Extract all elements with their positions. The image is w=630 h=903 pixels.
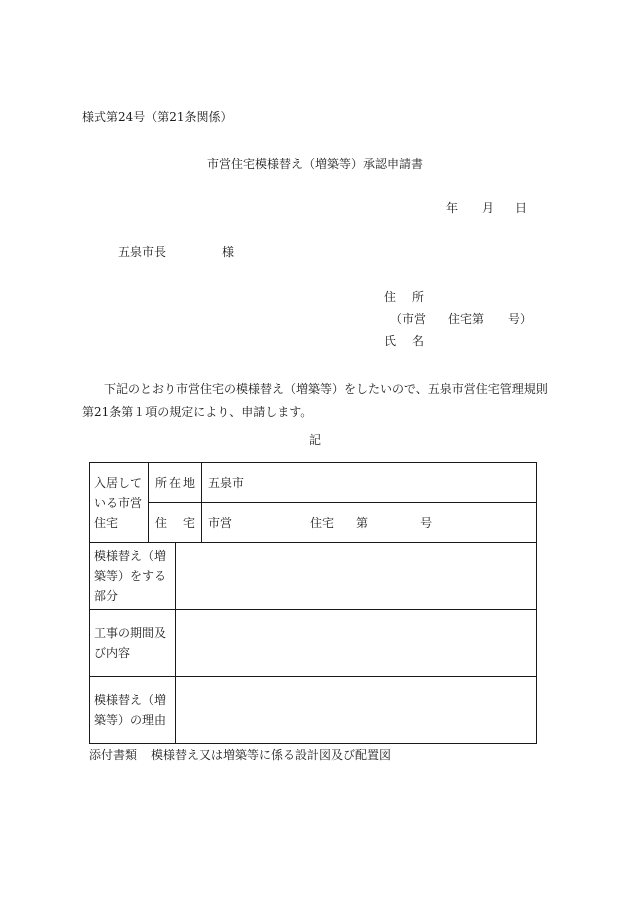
document-title: 市営住宅模様替え（増築等）承認申請書 <box>206 157 423 171</box>
housing-value-part-4: 号 <box>420 515 433 530</box>
work-period-label-cell <box>90 610 176 677</box>
date-day-label: 日 <box>515 201 528 215</box>
work-period-value-cell[interactable] <box>176 610 537 677</box>
reason-label: 模様替え（増築等）の理由 <box>94 693 167 727</box>
ki-label: 記 <box>308 433 321 447</box>
applicant-name-label <box>384 334 424 348</box>
residence-header-cell <box>90 463 149 543</box>
remodel-part-label: 模様替え（増築等）をする部分 <box>94 549 167 603</box>
residence-header-label: 入居している市営住宅 <box>94 475 143 530</box>
housing-value-cell[interactable] <box>202 503 537 543</box>
housing-label-cell <box>149 503 202 543</box>
remodel-part-label-cell <box>90 543 176 610</box>
location-label-char-3: 地 <box>183 475 196 490</box>
addressee-honorific: 様 <box>222 245 235 259</box>
location-value-cell[interactable] <box>202 463 537 503</box>
attachments-value: 模様替え又は増築等に係る設計図及び配置図 <box>151 748 392 762</box>
housing-label-char-2: 宅 <box>183 515 196 530</box>
location-label-char-2: 在 <box>169 475 182 490</box>
work-period-label: 工事の期間及び内容 <box>94 626 167 660</box>
address-label-char-2: 所 <box>412 290 425 304</box>
form-number: 様式第24号（第21条関係） <box>82 110 233 124</box>
date-month-label: 月 <box>482 201 495 215</box>
housing-label-char-1: 住 <box>155 515 168 530</box>
location-label-char-1: 所 <box>155 475 168 490</box>
application-body-text: 下記のとおり市営住宅の模様替え（増築等）をしたいので、五泉市営住宅管理規則第21条第１項の規定により、申請します。 <box>82 382 548 419</box>
applicant-housing-line <box>390 312 532 326</box>
housing-line-part-1: （市営 <box>390 312 427 326</box>
reason-value-cell[interactable] <box>176 677 537 744</box>
location-label-cell <box>149 463 202 503</box>
addressee-name: 五泉市長 <box>118 245 167 259</box>
name-label-char-1: 氏 <box>384 334 397 348</box>
date-year-label: 年 <box>446 201 459 215</box>
remodel-part-value-cell[interactable] <box>176 543 537 610</box>
address-label-char-1: 住 <box>384 290 397 304</box>
application-form-table <box>89 462 537 744</box>
housing-value-part-1: 市営 <box>208 515 233 530</box>
housing-value-part-3: 第 <box>356 515 369 530</box>
name-label-char-2: 名 <box>412 334 425 348</box>
attachments-line <box>89 748 391 762</box>
location-value: 五泉市 <box>208 475 245 490</box>
applicant-address-label <box>384 290 424 304</box>
reason-label-cell <box>90 677 176 744</box>
attachments-label: 添付書類 <box>89 748 138 762</box>
housing-line-part-2: 住宅第 <box>448 312 485 326</box>
housing-value-part-2: 住宅 <box>310 515 335 530</box>
housing-line-part-3: 号） <box>508 312 533 326</box>
